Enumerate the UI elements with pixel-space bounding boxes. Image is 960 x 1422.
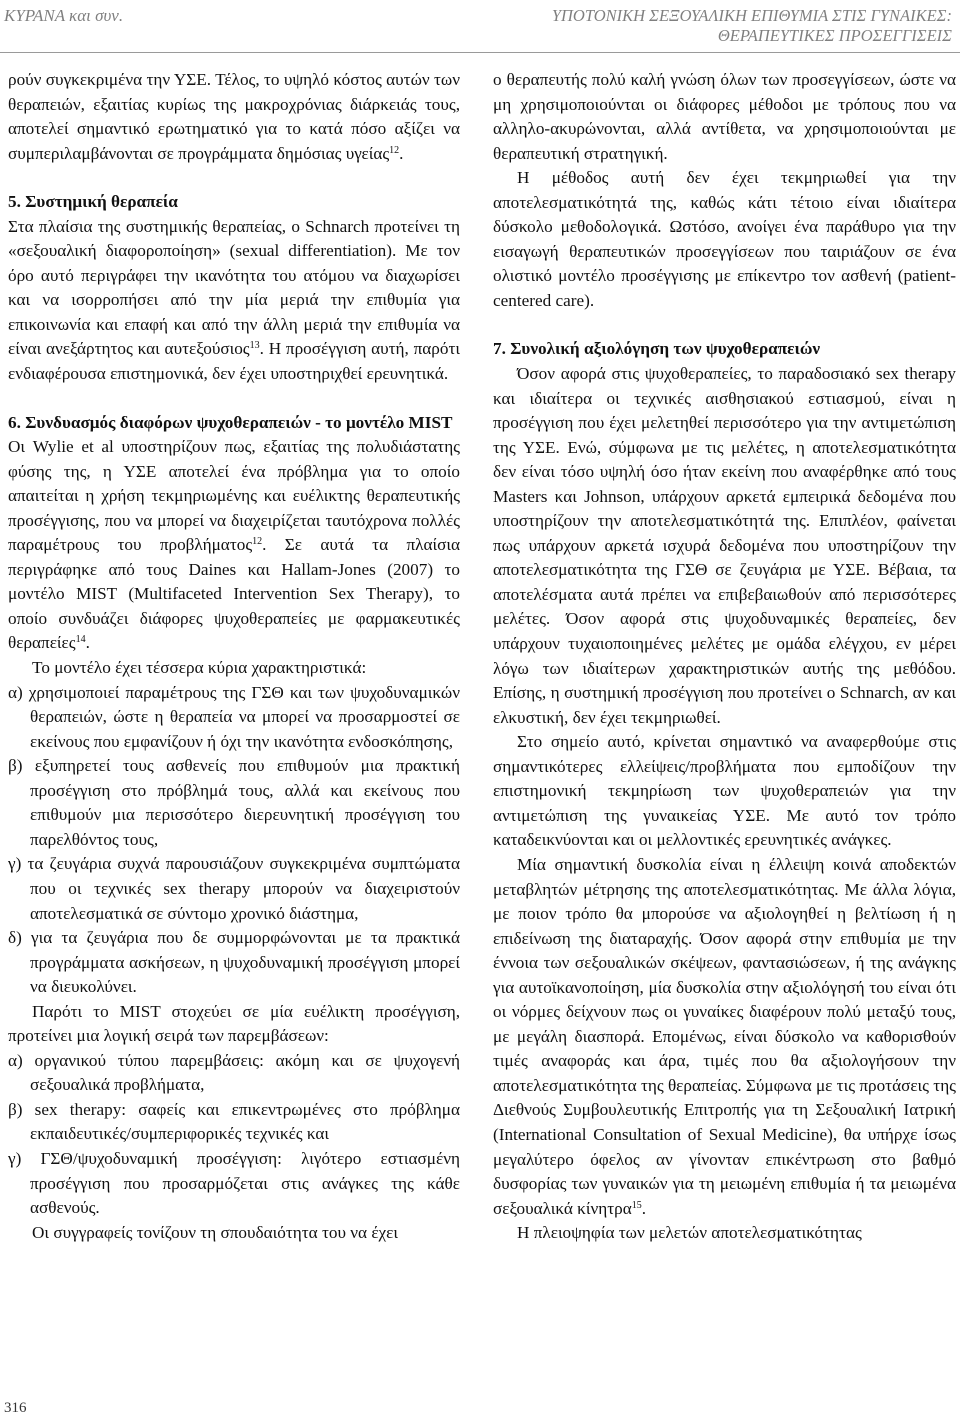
list-item: δ) για τα ζευγάρια που δε συμμορφώνονται με τα πρακτικά προγράμματα ασκήσεων, η ψυχοδυναμική προσέγγιση μπορεί να διευκολύνει. — [8, 928, 460, 997]
list-item: β) sex therapy: σαφείς και επικεντρωμένες στο πρόβλημα εκπαιδευτικές/συμπεριφορικές τεχνικές και — [8, 1099, 460, 1144]
paragraph: Όσον αφορά στις ψυχοθεραπείες, το παραδοσιακό sex therapy και ιδιαίτερα οι τεχνικές αισθησιακού εστιασμού, είναι η προσέγγιση που έχει μελετηθεί περισσότερο για την αντιμετώπιση της ΥΣΕ. Ενώ, σύμφωνα με τις μελέτες, η αποτελεσματικότητα δεν είναι τόσο υψηλή όσο ήταν εκείνη που αναφέρθηκε από τους Masters και Johnson, υπάρχουν αρκετά εμπειρικά δεδομένα που υποστηρίζουν την αποτελεσματικότητά της. Επιπλέον, φαίνεται πως υπάρχουν αρκετά ισχυρά δεδομένα που υποστηρίζουν την αποτελεσματικότητα της ΓΣΘ σε ζευγάρια με ΥΣΕ. Βέβαια, τα αποτελέσματα αυτά πρέπει να επιβεβαιωθούν από περισσότερες μελέτες. Όσον αφορά στις ψυχοδυναμικές θεραπείες, δεν υπάρχουν τυχαιοποιημένες μελέτες με ομάδα ελέγχου, εν μέρει λόγω των ιδιαίτερων χαρακτηριστικών αυτής της μεθόδου. Επίσης, η συστημική προσέγγιση που προτείνει ο Schnarch, αν και ελκυστική, δεν έχει τεκμηριωθεί. — [493, 364, 956, 727]
text: Οι Wylie et al υποστηρίζουν πως, εξαιτίας της πολυδιάστατης φύσης της, η ΥΣΕ αποτελεί ένα πρόβλημα για το οποίο απαιτείται η χρήση τεκμηριωμένης και ευέλικτης θεραπευτικής προσέγγισης, που να μπορεί να διαχειρίζεται ταυτόχρονα πολλές παραμέτρους του προβλήματος — [8, 437, 460, 555]
spacer — [8, 387, 460, 411]
page-header — [0, 0, 960, 60]
page-number: 316 — [4, 1400, 27, 1416]
header-authors: ΚΥΡΑΝΑ και συν. — [4, 6, 124, 25]
text: . — [399, 143, 404, 163]
text: Μία σημαντική δυσκολία είναι η έλλειψη κοινά αποδεκτών μεταβλητών μέτρησης της αποτελεσματικότητας. Με άλλα λόγια, με ποιον τρόπο θα μπορούσε να αξιολογηθεί η βελτίωση ή η επιδείνωση της διαταραχής. Όσον αφορά στην επιθυμία με την έννοια των σεξουαλικών σκέψεων, φαντασιώσεων, ή της ανάγκης για αυτοϊκανοποίηση, μία δυσκολία στην αξιολόγησή του είναι ότι οι νόρμες δείχνουν πως οι γυναίκες διαφέρουν πολύ μεταξύ τους, με μεγάλη διασπορά. Επομένως, είναι δύσκολο να καθορισθούν τιμές αναφοράς και άρα, τιμές που θα αξιολογήσουν την αποτελεσματικότητα της θεραπείας. Σύμφωνα με τις προτάσεις της Διεθνούς Συμβουλευτικής Επιτροπής για τη Σεξουαλική Ιατρική (International Consultation of Sexual Medicine), θα υπήρχε ίσως μεγαλύτερο όφελος αν γίνονταν επικέντρωση στο βαθμό δυσφορίας των γυναικών για τη μειωμένη επιθυμία ή τα μειωμένα σεξουαλικά κίνητρα — [493, 854, 956, 1218]
list-item: γ) τα ζευγάρια συχνά παρουσιάζουν συγκεκριμένα συμπτώματα που οι τεχνικές sex therapy μπορούν να διαχειριστούν αποτελεσματικά σε σύντομο χρονικό διάστημα, — [8, 854, 460, 923]
text: . — [641, 1198, 647, 1218]
left-column — [8, 68, 460, 1245]
paragraph — [8, 215, 460, 387]
paragraph: ο θεραπευτής πολύ καλή γνώση όλων των προσεγγίσεων, ώστε να μη χρησιμοποιούνται οι διάφορες μέθοδοι με τρόπους που να αλληλο-ακυρώνονται, αλλά αντίθετα, να χρησιμοποιούνται με θεραπευτική στρατηγική. — [493, 70, 956, 163]
paragraph — [8, 68, 460, 166]
paragraph: Το μοντέλο έχει τέσσερα κύρια χαρακτηριστικά: — [32, 658, 367, 678]
section-5-heading: 5. Συστημική θεραπεία — [8, 192, 178, 212]
header-rule — [0, 52, 960, 53]
paragraph — [493, 853, 956, 1221]
header-title-line2: ΘΕΡΑΠΕΥΤΙΚΕΣ ΠΡΟΣΕΓΓΙΣΕΙΣ — [717, 26, 952, 45]
citation: 14 — [75, 634, 86, 646]
citation: 13 — [249, 340, 260, 352]
right-column — [493, 68, 956, 1246]
text: Στα πλαίσια της συστημικής θεραπείας, ο Schnarch προτείνει τη «σεξουαλική διαφοροποίηση» (sexual differentiation). Με τον όρο αυτό περιγράφει την ικανότητα του ατόμου να διαχωρίσει και να ισορροπήσει από την μία μεριά την επιθυμία για επικοινωνία και επαφή και από την άλλη μεριά την επιθυμία να είναι ανεξάρτητος και αυτεξούσιος — [8, 216, 460, 359]
paragraph: Στο σημείο αυτό, κρίνεται σημαντικό να αναφερθούμε στις σημαντικότερες ελλείψεις/προβλήματα που εμποδίζουν την επιστημονική τεκμηρίωση των ψυχοθεραπειών για την αντιμετώπιση της γυναικείας ΥΣΕ. Με αυτό τον τρόπο καταδεικνύονται και οι μελλοντικές ερευνητικές ανάγκες. — [493, 732, 956, 850]
spacer — [8, 166, 460, 190]
spacer — [493, 313, 956, 337]
header-title-line1: ΥΠΟΤΟΝΙΚΗ ΣΕΞΟΥΑΛΙΚΗ ΕΠΙΘΥΜΙΑ ΣΤΙΣ ΓΥΝΑΙΚΕΣ: — [551, 6, 952, 25]
section-6-heading: 6. Συνδυασμός διαφόρων ψυχοθεραπειών - το μοντέλο MIST — [8, 412, 453, 432]
paragraph — [8, 435, 460, 656]
text: ρούν συγκεκριμένα την ΥΣΕ. Τέλος, το υψηλό κόστος αυτών των θεραπειών, εξαιτίας κυρίως της μακροχρόνιας διάρκειάς τους, αποτελεί σημαντικό ερωτηματικό για το κατά πόσο αξίζει να συμπεριλαμβάνονται σε προγράμματα δημόσιας υγείας — [8, 70, 460, 163]
paragraph: Η μέθοδος αυτή δεν έχει τεκμηριωθεί για την αποτελεσματικότητά της, καθώς κάτι τέτοιο είναι ιδιαίτερα δύσκολο μεθοδολογικά. Ωστόσο, ανοίγει ένα παράθυρο για την εισαγωγή θεραπευτικών προσεγγίσεων που ταιριάζουν σε ένα ολιστικό μοντέλο προσέγγισης με επίκεντρο τον ασθενή (patient-centered care). — [493, 168, 956, 310]
section-7-heading: 7. Συνολική αξιολόγηση των ψυχοθεραπειών — [493, 339, 821, 359]
text: . — [85, 633, 90, 653]
citation: 15 — [631, 1199, 642, 1211]
paragraph: Η πλειοψηφία των μελετών αποτελεσματικότητας — [517, 1223, 862, 1243]
list-item: β) εξυπηρετεί τους ασθενείς που επιθυμούν μια πρακτική προσέγγιση στο πρόβλημά τους, αλλά και εκείνους που επιθυμούν μια περισσότερο διερευνητική προσέγγιση του παρελθόντος τους, — [8, 756, 460, 849]
paragraph: Παρότι το MIST στοχεύει σε μία ευέλικτη προσέγγιση, προτείνει μια λογική σειρά των παρεμβάσεων: — [8, 1001, 460, 1046]
citation: 12 — [252, 536, 263, 548]
citation: 12 — [389, 144, 400, 156]
list-item: γ) ΓΣΘ/ψυχοδυναμική προσέγγιση: λιγότερο εστιασμένη προσέγγιση που προσαρμόζεται στις ανάγκες της κάθε ασθενούς. — [8, 1148, 460, 1218]
text: . Σε αυτά τα πλαίσια περιγράφηκε από τους Daines και Hallam-Jones (2007) το μοντέλο MIST (Multifaceted Intervention Sex Therapy), το οποίο συνδυάζει διάφορες ψυχοθεραπείες με φαρμακευτικές θεραπείες — [8, 535, 460, 653]
list-item: α) χρησιμοποιεί παραμέτρους της ΓΣΘ και των ψυχοδυναμικών θεραπειών, ώστε η θεραπεία να μπορεί να προσαρμοστεί σε εκείνους που εμφανίζουν ή όχι την ικανότητα ενδοσκόπησης, — [8, 682, 460, 751]
paragraph: Οι συγγραφείς τονίζουν τη σπουδαιότητα του να έχει — [32, 1222, 399, 1242]
list-item: α) οργανικού τύπου παρεμβάσεις: ακόμη και σε ψυχογενή σεξουαλικά προβλήματα, — [8, 1050, 460, 1095]
header-title — [552, 6, 952, 46]
text: . Η προσέγγιση αυτή, παρότι ενδιαφέρουσα επιστημονικά, δεν έχει υποστηριχθεί ερευνητικά. — [8, 339, 460, 384]
